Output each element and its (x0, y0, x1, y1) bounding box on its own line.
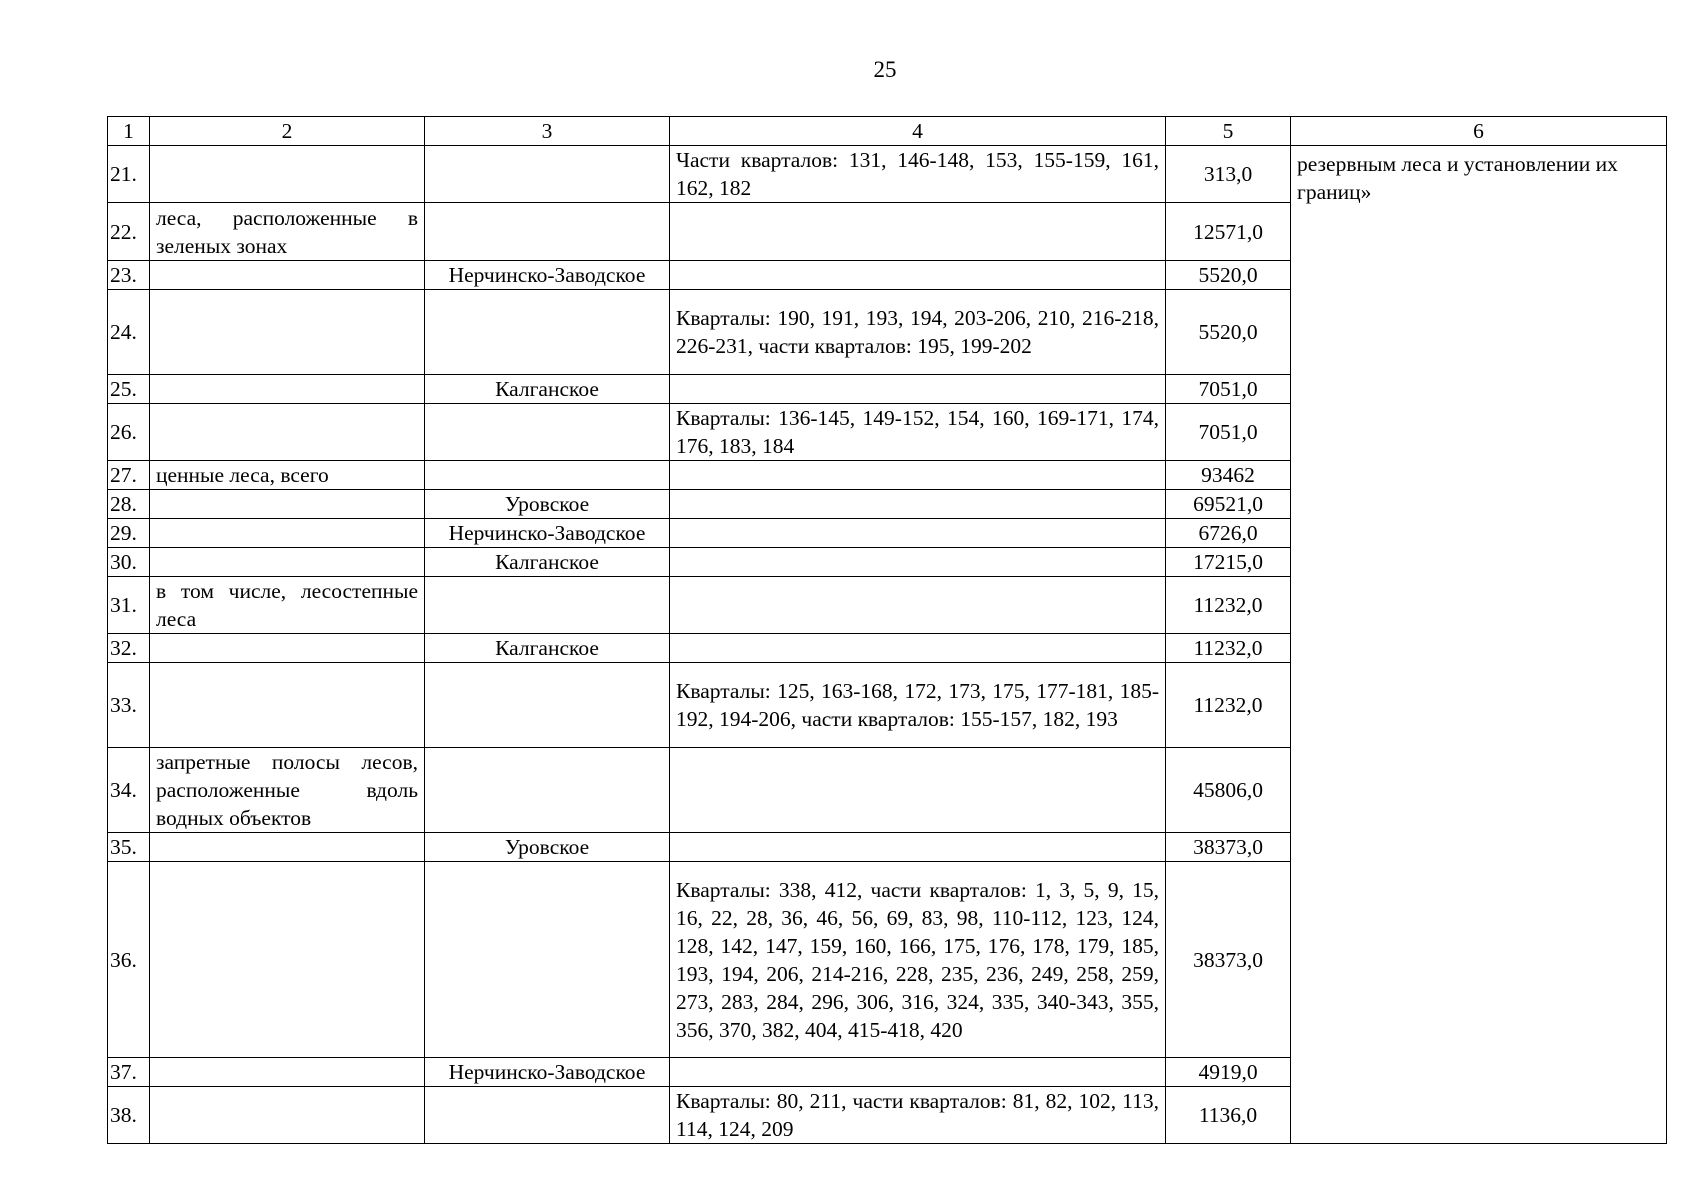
category-cell (150, 833, 425, 862)
area-cell: 11232,0 (1166, 577, 1291, 634)
forestry-cell (425, 862, 670, 1058)
area-cell: 38373,0 (1166, 833, 1291, 862)
forestry-cell (425, 663, 670, 748)
area-cell: 1136,0 (1166, 1087, 1291, 1144)
header-cell: 3 (425, 117, 670, 146)
header-row (108, 117, 1667, 146)
area-cell: 313,0 (1166, 146, 1291, 203)
category-cell (150, 290, 425, 375)
row-number: 29. (108, 519, 150, 548)
category-cell: запретные полосы лесов, расположенные вдоль водных объектов (150, 748, 425, 833)
category-cell: ценные леса, всего (150, 461, 425, 490)
area-cell: 93462 (1166, 461, 1291, 490)
row-number: 22. (108, 203, 150, 261)
row-number: 35. (108, 833, 150, 862)
category-cell (150, 490, 425, 519)
quarters-cell (670, 548, 1166, 577)
table-row (108, 146, 1667, 203)
header-cell: 4 (670, 117, 1166, 146)
category-cell (150, 261, 425, 290)
category-cell: леса, расположенные в зеленых зонах (150, 203, 425, 261)
category-cell (150, 862, 425, 1058)
category-cell (150, 634, 425, 663)
forestry-cell (425, 577, 670, 634)
quarters-cell (670, 519, 1166, 548)
row-number: 31. (108, 577, 150, 634)
row-number: 30. (108, 548, 150, 577)
area-cell: 7051,0 (1166, 404, 1291, 461)
forestry-cell: Нерчинско-Заводское (425, 519, 670, 548)
category-cell (150, 663, 425, 748)
area-cell: 11232,0 (1166, 663, 1291, 748)
category-cell (150, 1058, 425, 1087)
row-number: 26. (108, 404, 150, 461)
forestry-cell: Калганское (425, 548, 670, 577)
row-number: 36. (108, 862, 150, 1058)
category-cell (150, 519, 425, 548)
quarters-cell (670, 634, 1166, 663)
forestry-cell: Калганское (425, 634, 670, 663)
quarters-cell: Кварталы: 338, 412, части кварталов: 1, 3, 5, 9, 15, 16, 22, 28, 36, 46, 56, 69, 83, 98, 110-112, 123, 124, 128, 142, 147, 159, 160, 166, 175, 176, 178, 179, 185, 193, 194, 206, 214-216, 228, 235, 236, 249, 258, 259, 273, 283, 284, 296, 306, 316, 324, 335, 340-343, 355, 356, 370, 382, 404, 415-418, 420 (670, 862, 1166, 1058)
row-number: 23. (108, 261, 150, 290)
forestry-cell (425, 461, 670, 490)
header-cell: 5 (1166, 117, 1291, 146)
row-number: 27. (108, 461, 150, 490)
forestry-cell (425, 290, 670, 375)
quarters-cell (670, 375, 1166, 404)
row-number: 32. (108, 634, 150, 663)
row-number: 38. (108, 1087, 150, 1144)
category-cell: в том числе, лесостепные леса (150, 577, 425, 634)
forestry-cell (425, 404, 670, 461)
quarters-cell (670, 748, 1166, 833)
area-cell: 69521,0 (1166, 490, 1291, 519)
category-cell (150, 146, 425, 203)
forestry-cell: Нерчинско-Заводское (425, 1058, 670, 1087)
quarters-cell (670, 833, 1166, 862)
quarters-cell (670, 577, 1166, 634)
row-number: 21. (108, 146, 150, 203)
quarters-cell: Кварталы: 190, 191, 193, 194, 203-206, 210, 216-218, 226-231, части кварталов: 195, 199-202 (670, 290, 1166, 375)
category-cell (150, 404, 425, 461)
row-number: 37. (108, 1058, 150, 1087)
area-cell: 5520,0 (1166, 290, 1291, 375)
quarters-cell (670, 203, 1166, 261)
quarters-cell: Части кварталов: 131, 146-148, 153, 155-159, 161, 162, 182 (670, 146, 1166, 203)
area-cell: 45806,0 (1166, 748, 1291, 833)
area-cell: 7051,0 (1166, 375, 1291, 404)
forestry-cell (425, 146, 670, 203)
row-number: 33. (108, 663, 150, 748)
quarters-cell (670, 490, 1166, 519)
area-cell: 4919,0 (1166, 1058, 1291, 1087)
area-cell: 11232,0 (1166, 634, 1291, 663)
forest-table (107, 116, 1667, 1144)
area-cell: 17215,0 (1166, 548, 1291, 577)
area-cell: 38373,0 (1166, 862, 1291, 1058)
category-cell (150, 1087, 425, 1144)
quarters-cell (670, 461, 1166, 490)
forestry-cell: Уровское (425, 833, 670, 862)
quarters-cell (670, 1058, 1166, 1087)
forestry-cell (425, 748, 670, 833)
row-number: 34. (108, 748, 150, 833)
forestry-cell: Калганское (425, 375, 670, 404)
header-cell: 6 (1291, 117, 1667, 146)
page-number: 25 (873, 57, 897, 82)
forestry-cell (425, 203, 670, 261)
quarters-cell (670, 261, 1166, 290)
header-cell: 1 (108, 117, 150, 146)
quarters-cell: Кварталы: 125, 163-168, 172, 173, 175, 177-181, 185-192, 194-206, части кварталов: 155-157, 182, 193 (670, 663, 1166, 748)
area-cell: 5520,0 (1166, 261, 1291, 290)
note-cell: резервным леса и установлении их границ» (1291, 146, 1667, 1144)
category-cell (150, 375, 425, 404)
area-cell: 6726,0 (1166, 519, 1291, 548)
quarters-cell: Кварталы: 80, 211, части кварталов: 81, 82, 102, 113, 114, 124, 209 (670, 1087, 1166, 1144)
category-cell (150, 548, 425, 577)
area-cell: 12571,0 (1166, 203, 1291, 261)
forestry-cell: Уровское (425, 490, 670, 519)
header-cell: 2 (150, 117, 425, 146)
forestry-cell (425, 1087, 670, 1144)
forestry-cell: Нерчинско-Заводское (425, 261, 670, 290)
row-number: 25. (108, 375, 150, 404)
quarters-cell: Кварталы: 136-145, 149-152, 154, 160, 169-171, 174, 176, 183, 184 (670, 404, 1166, 461)
row-number: 24. (108, 290, 150, 375)
row-number: 28. (108, 490, 150, 519)
